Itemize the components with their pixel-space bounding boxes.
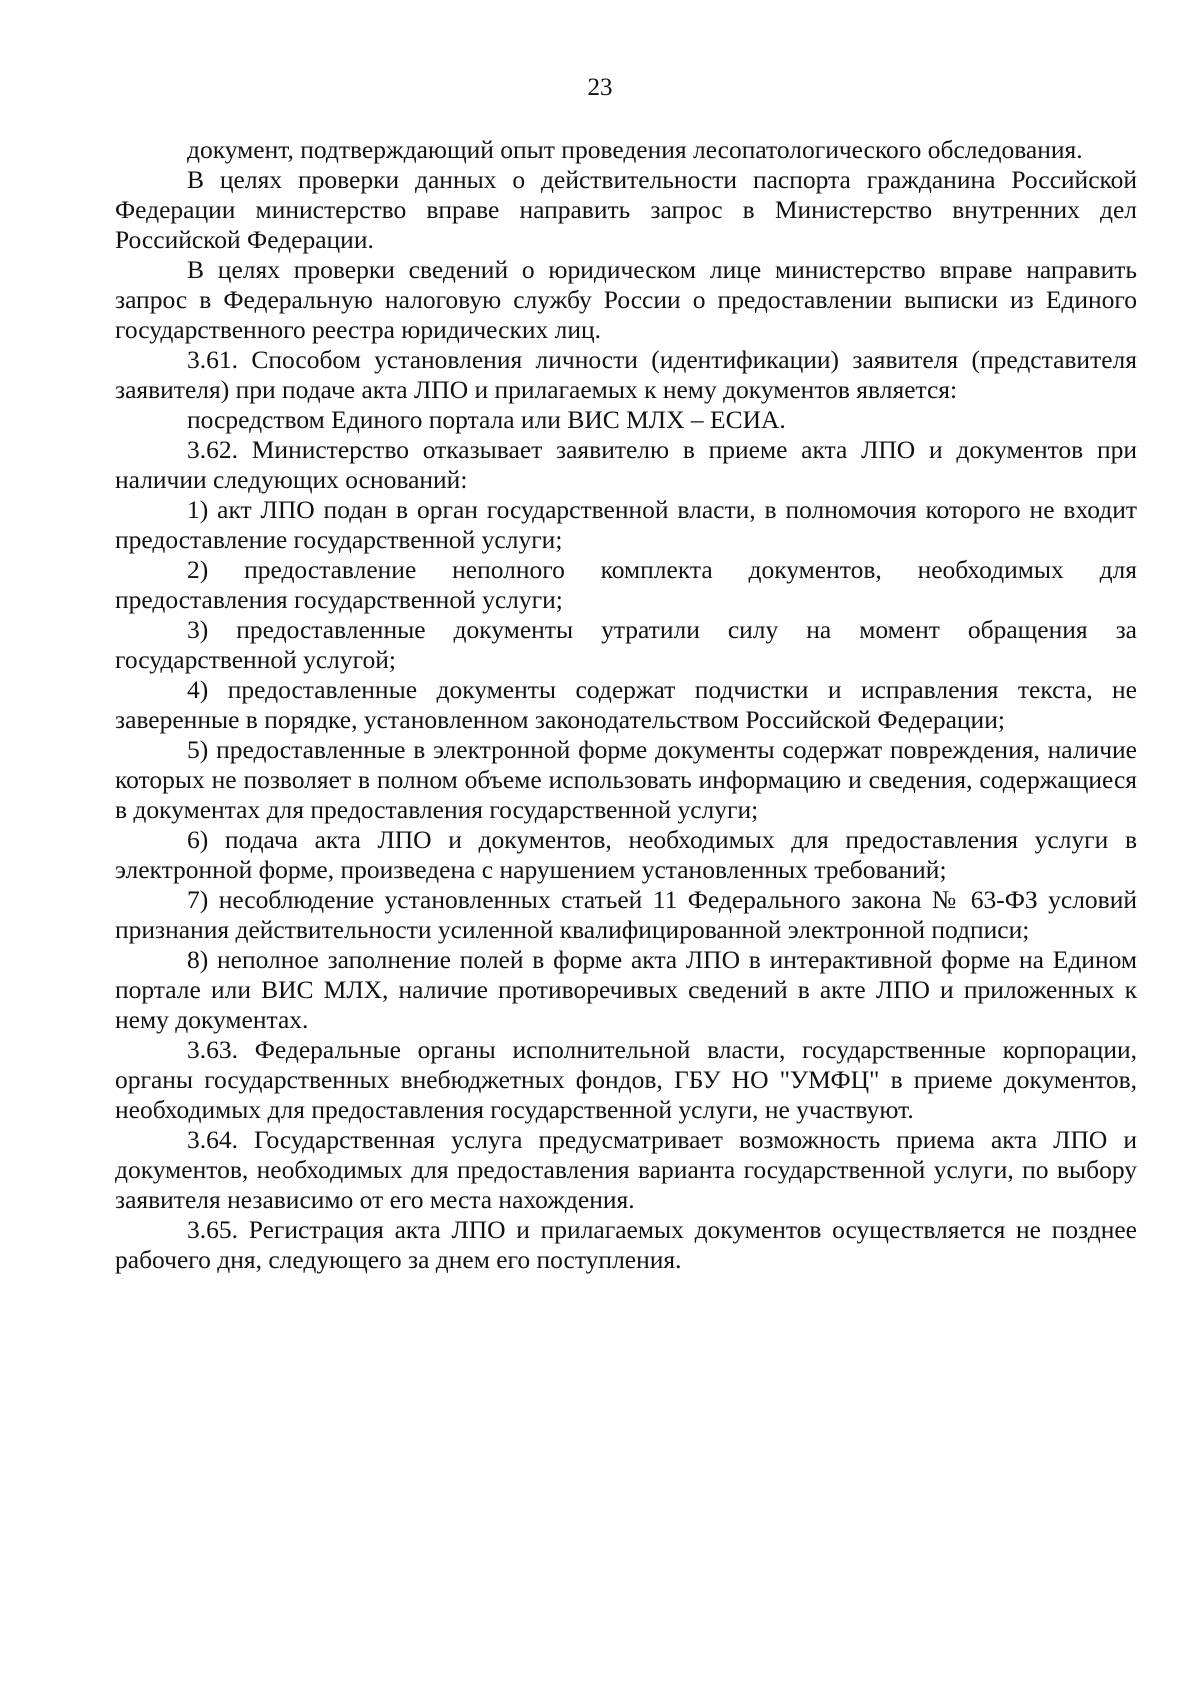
- paragraph-3-61: 3.61. Способом установления личности (идентификации) заявителя (представителя заявителя) при подаче акта ЛПО и прилагаемых к нему документов является:: [115, 345, 1137, 404]
- list-item-1: 1) акт ЛПО подан в орган государственной власти, в полномочия которого не входит предоставление государственной услуги;: [115, 495, 1137, 554]
- list-item-4: 4) предоставленные документы содержат подчистки и исправления текста, не заверенные в порядке, установленном законодательством Российской Федерации;: [115, 675, 1137, 734]
- list-item-6: 6) подача акта ЛПО и документов, необходимых для предоставления услуги в электронной форме, произведена с нарушением установленных требований;: [115, 825, 1137, 884]
- list-item-2: 2) предоставление неполного комплекта документов, необходимых для предоставления государственной услуги;: [115, 555, 1137, 614]
- list-item-7: 7) несоблюдение установленных статьей 11 Федерального закона № 63-ФЗ условий признания действительности усиленной квалифицированной электронной подписи;: [115, 885, 1137, 944]
- page-number: 23: [587, 74, 613, 101]
- paragraph-3-64: 3.64. Государственная услуга предусматривает возможность приема акта ЛПО и документов, необходимых для предоставления варианта государственной услуги, по выбору заявителя независимо от его места нахождения.: [115, 1125, 1137, 1214]
- paragraph-3-65: 3.65. Регистрация акта ЛПО и прилагаемых документов осуществляется не позднее рабочего дня, следующего за днем его поступления.: [115, 1215, 1137, 1274]
- list-item-8: 8) неполное заполнение полей в форме акта ЛПО в интерактивной форме на Едином портале или ВИС МЛХ, наличие противоречивых сведений в акте ЛПО и приложенных к нему документах.: [115, 945, 1137, 1034]
- paragraph-legal-entity-check: В целях проверки сведений о юридическом лице министерство вправе направить запрос в Федеральную налоговую службу России о предоставлении выписки из Единого государственного реестра юридических лиц.: [115, 255, 1137, 344]
- paragraph-3-62: 3.62. Министерство отказывает заявителю в приеме акта ЛПО и документов при наличии следующих оснований:: [115, 435, 1137, 494]
- paragraph-continuation: документ, подтверждающий опыт проведения лесопатологического обследования.: [187, 135, 1083, 164]
- list-item-3: 3) предоставленные документы утратили силу на момент обращения за государственной услугой;: [115, 615, 1137, 674]
- list-item-5: 5) предоставленные в электронной форме документы содержат повреждения, наличие которых не позволяет в полном объеме использовать информацию и сведения, содержащиеся в документах для предоставления государственной услуги;: [115, 735, 1137, 824]
- paragraph-esia: посредством Единого портала или ВИС МЛХ – ЕСИА.: [187, 405, 786, 434]
- document-body: [115, 135, 1137, 1275]
- paragraph-3-63: 3.63. Федеральные органы исполнительной власти, государственные корпорации, органы государственных внебюджетных фондов, ГБУ НО "УМФЦ" в приеме документов, необходимых для предоставления государственной услуги, не участвуют.: [115, 1035, 1137, 1124]
- paragraph-passport-check: В целях проверки данных о действительности паспорта гражданина Российской Федерации министерство вправе направить запрос в Министерство внутренних дел Российской Федерации.: [115, 165, 1137, 254]
